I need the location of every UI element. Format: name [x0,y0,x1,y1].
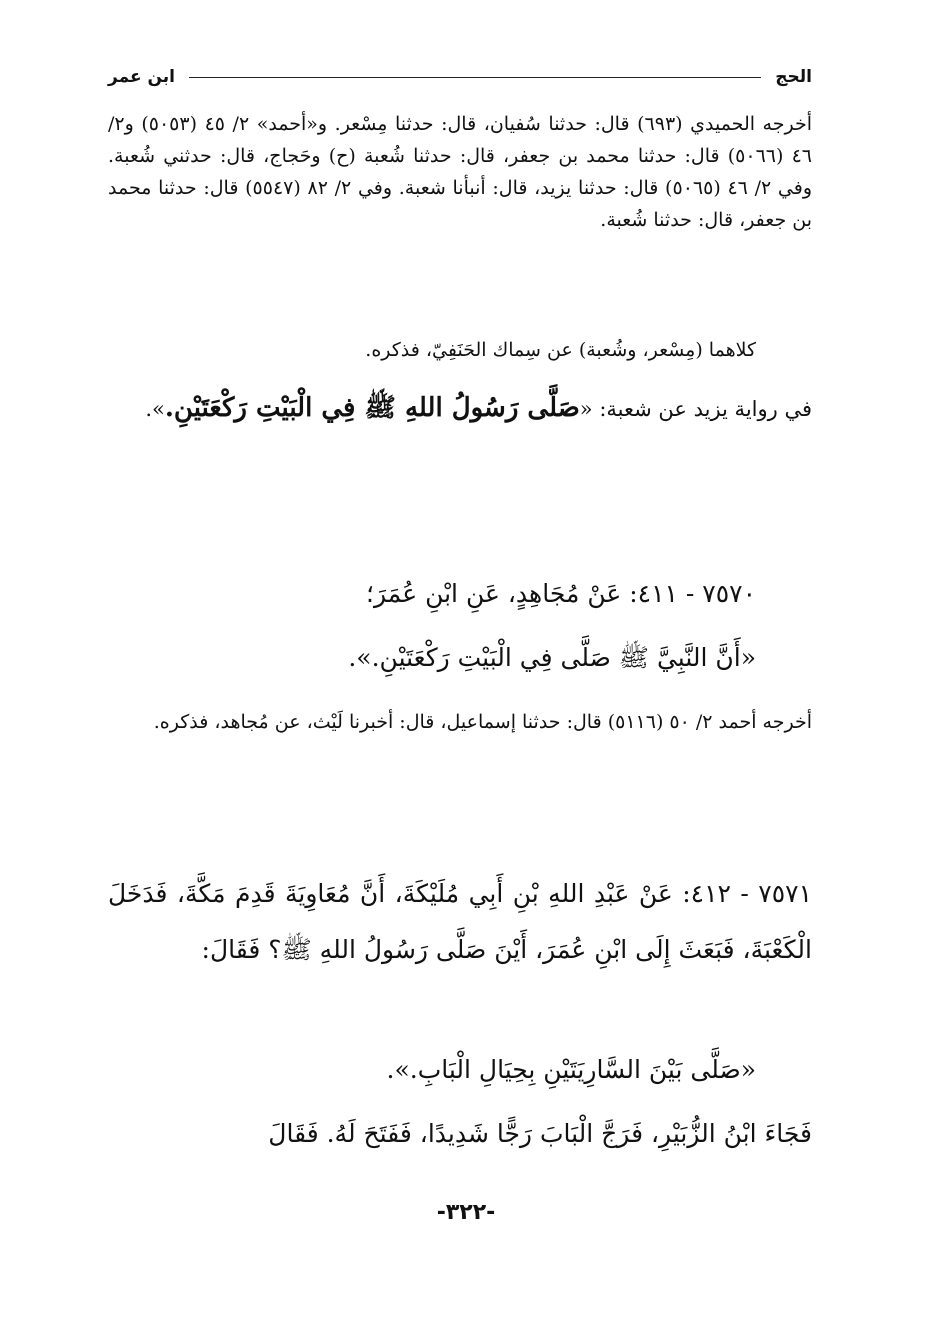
variant-narration [108,380,812,438]
takhrij-paragraph-2: كلاهما (مِسْعر، وشُعبة) عن سِماك الحَنَفِيّ، فذكره. [365,339,756,361]
hadith-7571-text: ٧٥٧١ - ٤١٢: عَنْ عَبْدِ اللهِ بْنِ أَبِي مُلَيْكَةَ، أَنَّ مُعَاوِيَةَ قَدِمَ مَكَّةَ، فَدَخَلَ الْكَعْبَةَ، فَبَعَثَ إِلَى ابْنِ عُمَرَ، أَيْنَ صَلَّى رَسُولُ اللهِ ﷺ؟ فَقَالَ: [108,879,812,964]
hadith-7570-isnad: ٧٥٧٠ - ٤١١: عَنْ مُجَاهِدٍ، عَنِ ابْنِ عُمَرَ؛ [366,579,756,608]
hadith-7570-matn: «أَنَّ النَّبِيَّ ﷺ صَلَّى فِي الْبَيْتِ رَكْعَتَيْنِ.». [348,643,756,672]
header-rule [189,77,761,78]
variant-close: ». [145,397,165,421]
running-header [108,62,812,92]
takhrij-paragraph-3: أخرجه أحمد ٢/ ٥٠ (٥١١٦) قال: حدثنا إسماعيل، قال: أخبرنا لَيْث، عن مُجاهد، فذكره. [153,711,812,733]
takhrij-paragraph-1: أخرجه الحميدي (٦٩٣) قال: حدثنا سُفيان، قال: حدثنا مِسْعر. و«أحمد» ٢/ ٤٥ (٥٠٥٣) و٢/ ٤٦ (٥٠٦٦) قال: حدثنا محمد بن جعفر، قال: حدثنا شُعبة (ح) وحَجاج، قال: حدثني شُعبة. وفي ٢/ ٤٦ (٥٠٦٥) قال: حدثنا يزيد، قال: أنبأنا شعبة. وفي ٢/ ٨٢ (٥٥٤٧) قال: حدثنا محمد بن جعفر، قال: حدثنا شُعبة. [108,113,812,231]
hadith-7571-matn: «صَلَّى بَيْنَ السَّارِيَتَيْنِ بِحِيَالِ الْبَابِ.». [386,1055,756,1084]
page-number: -٣٢٢- [436,1200,496,1225]
variant-matn: صَلَّى رَسُولُ اللهِ ﷺ فِي الْبَيْتِ رَكْعَتَيْنِ. [164,393,580,423]
hadith-7571-continuation: فَجَاءَ ابْنُ الزُّبَيْرِ، فَرَجَّ الْبَابَ رَجًّا شَدِيدًا، فَفَتَحَ لَهُ. فَقَالَ [268,1119,812,1148]
variant-intro: في رواية يزيد عن شعبة: « [579,397,812,421]
header-chapter: الحج [775,67,812,87]
header-narrator: ابن عمر [108,67,176,87]
